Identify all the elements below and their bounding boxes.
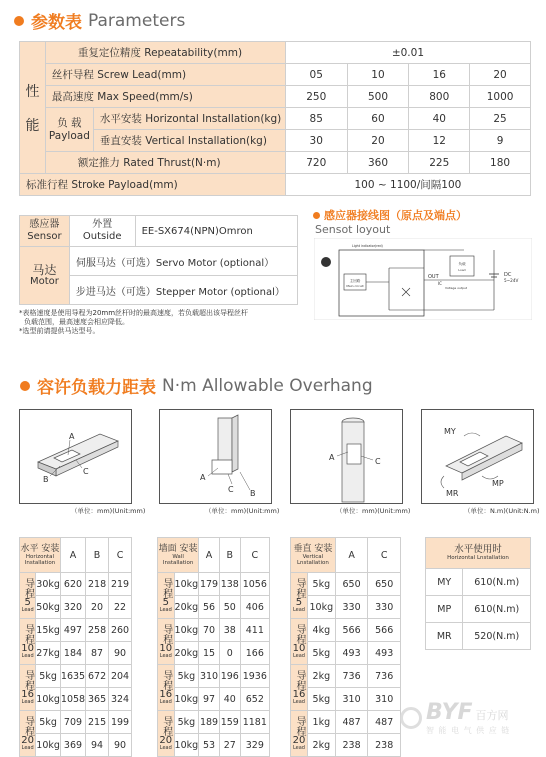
load-weight: 5kg: [174, 665, 199, 688]
load-weight: 5kg: [307, 573, 335, 596]
wall-actuator-drawing: [160, 410, 271, 503]
lead-value: 20: [292, 735, 306, 746]
lead-value: 5: [24, 597, 31, 608]
lead-label: 导程: [160, 670, 172, 690]
horizontal-actuator-drawing: [20, 410, 131, 503]
watermark-brand-cn: 百方网: [475, 709, 509, 722]
overhang-value: 406: [240, 596, 269, 619]
moment-value: 610(N.m): [463, 596, 531, 623]
lead-label-en: Lead: [292, 699, 305, 705]
table-row: [291, 688, 401, 711]
lead-value: 16: [21, 689, 34, 700]
table-row: [20, 642, 132, 665]
unit-label: （单位：mm)(Unit:mm): [336, 507, 411, 515]
lead-label: 导程: [22, 670, 34, 690]
overhang-value: 330: [368, 596, 401, 619]
overhang-title-en: N·m Allowable Overhang: [162, 375, 373, 396]
overhang-value: 94: [86, 734, 109, 757]
overhang-value: 709: [60, 711, 85, 734]
overhang-value: 329: [240, 734, 269, 757]
rated-thrust-label: 额定推力 Rated Thrust(N·m): [45, 152, 285, 174]
overhang-value: 53: [199, 734, 220, 757]
screw-lead-value: 20: [470, 64, 531, 86]
lead-label-en: Lead: [292, 745, 305, 751]
label-c: C: [83, 467, 89, 476]
rated-thrust-value: 180: [470, 152, 531, 174]
overhang-value: 50: [219, 596, 240, 619]
overhang-value: 204: [109, 665, 132, 688]
unit-label: （单位：mm)(Unit:mm): [205, 507, 280, 515]
overhang-value: 184: [60, 642, 85, 665]
sensor-label: 感应器 Sensor: [20, 216, 70, 247]
overhang-value: 736: [335, 665, 368, 688]
overhang-value: 497: [60, 619, 85, 642]
overhang-value: 566: [335, 619, 368, 642]
lead-label: 导程: [22, 716, 34, 736]
table-row: [291, 642, 401, 665]
overhang-value: 70: [199, 619, 220, 642]
lead-label: 导程: [293, 670, 305, 690]
column-header: B: [219, 538, 240, 573]
horizontal-payload-value: 25: [470, 108, 531, 130]
overhang-title-cn: 容许负载力距表: [37, 378, 156, 398]
overhang-value: 487: [335, 711, 368, 734]
lead-label: 导程: [160, 578, 172, 598]
load-weight: 30kg: [36, 573, 61, 596]
overhang-value: 159: [219, 711, 240, 734]
vertical-payload-value: 30: [285, 130, 347, 152]
out-label: OUT: [428, 274, 439, 280]
table-row: [20, 711, 132, 734]
column-header: C: [240, 538, 269, 573]
table-row: [20, 665, 132, 688]
max-speed-value: 800: [409, 86, 470, 108]
table-row: [291, 596, 401, 619]
overhang-value: 566: [368, 619, 401, 642]
load-weight: 4kg: [307, 619, 335, 642]
lead-cell: [291, 573, 308, 619]
overhang-value: 0: [219, 642, 240, 665]
overhang-value: 38: [219, 619, 240, 642]
table-row: [291, 619, 401, 642]
moment-name: MR: [426, 623, 463, 650]
emitter-icon: [321, 257, 331, 267]
overhang-value: 189: [199, 711, 220, 734]
table-row: [20, 573, 132, 596]
load-weight: 5kg: [174, 711, 199, 734]
table-row: [158, 665, 270, 688]
table-row: [291, 573, 401, 596]
payload-label: 负 载 Payload: [45, 108, 93, 152]
unit-label: （单位：N.m)(Unit:N.m): [464, 507, 540, 515]
overhang-value: 20: [86, 596, 109, 619]
load-weight: 15kg: [36, 619, 61, 642]
lead-cell: [291, 665, 308, 711]
table-row: [20, 596, 132, 619]
overhang-value: 22: [109, 596, 132, 619]
lead-value: 16: [292, 689, 306, 700]
load-weight: 20kg: [174, 642, 199, 665]
table-row: [20, 688, 132, 711]
load-weight: 5kg: [307, 688, 335, 711]
load-weight: 10kg: [36, 688, 61, 711]
sensor-model: EE-SX674(NPN)Omron: [135, 216, 297, 247]
wiring-title-en: Sensot loyout: [315, 223, 391, 236]
vertical-overhang-table: [290, 537, 401, 757]
lead-label-en: Lead: [159, 607, 172, 613]
screw-lead-value: 16: [409, 64, 470, 86]
params-title-en: Parameters: [88, 10, 186, 31]
lead-label-en: Lead: [159, 653, 172, 659]
overhang-value: 1181: [240, 711, 269, 734]
column-header: C: [109, 538, 132, 573]
overhang-value: 650: [368, 573, 401, 596]
table-header: 墙面 安装 Wall Installation: [158, 538, 199, 573]
table-row: [158, 688, 270, 711]
lead-value: 20: [21, 735, 34, 746]
screw-lead-label: 丝杆导程 Screw Lead(mm): [45, 64, 285, 86]
overhang-value: 320: [60, 596, 85, 619]
table-row: [20, 734, 132, 757]
unit-label: （单位：mm)(Unit:mm): [71, 507, 146, 515]
label-a: A: [69, 432, 75, 441]
load-weight: 5kg: [307, 642, 335, 665]
notes: [19, 309, 304, 336]
lead-value: 10: [292, 643, 306, 654]
table-row: [291, 665, 401, 688]
main-circuit-en: Main circuit: [346, 284, 364, 288]
lead-cell: [158, 573, 175, 619]
moment-figure: [421, 409, 534, 504]
overhang-value: 166: [240, 642, 269, 665]
rated-thrust-value: 360: [347, 152, 409, 174]
note-line: *表格速度是使用导程为20mm丝杆时的最高速度，若负载超出该导程丝杆: [19, 309, 249, 317]
table-row: [158, 734, 270, 757]
horizontal-payload-value: 60: [347, 108, 409, 130]
servo-motor-option: 伺服马达（可选）Servo Motor (optional）: [69, 247, 297, 276]
motor-label: 马达 Motor: [20, 247, 70, 305]
lead-value: 20: [159, 735, 173, 746]
repeatability-label: 重复定位精度 Repeatability(mm): [45, 42, 285, 64]
overhang-value: 369: [60, 734, 85, 757]
dc-label: DC: [504, 272, 512, 278]
horizontal-use-table: [425, 537, 531, 650]
overhang-value: 260: [109, 619, 132, 642]
indicator-label: Light indicator(red): [352, 244, 383, 248]
bullet-dot-icon: [14, 16, 24, 26]
lead-cell: [158, 665, 175, 711]
watermark-brand: BYF: [426, 700, 473, 725]
wall-overhang-table: [157, 537, 270, 757]
overhang-value: 652: [240, 688, 269, 711]
load-weight: 5kg: [36, 711, 61, 734]
overhang-value: 90: [109, 734, 132, 757]
lead-cell: [20, 665, 36, 711]
overhang-value: 138: [219, 573, 240, 596]
lead-label-en: Lead: [159, 745, 172, 751]
bullet-dot-icon: [313, 212, 320, 219]
moment-name: MP: [426, 596, 463, 623]
overhang-value: 238: [335, 734, 368, 757]
moment-actuator-drawing: [422, 410, 533, 503]
main-circuit-label: 主回路: [349, 279, 361, 283]
overhang-value: 27: [219, 734, 240, 757]
overhang-value: 238: [368, 734, 401, 757]
overhang-value: 620: [60, 573, 85, 596]
wiring-diagram: [314, 238, 532, 320]
max-speed-value: 500: [347, 86, 409, 108]
lead-label-en: Lead: [21, 745, 34, 751]
label-a: A: [329, 453, 335, 462]
performance-side-label: 性 能: [20, 42, 46, 174]
rated-thrust-value: 720: [285, 152, 347, 174]
label-b: B: [43, 475, 49, 484]
vertical-payload-value: 20: [347, 130, 409, 152]
overhang-value: 196: [219, 665, 240, 688]
overhang-value: 487: [368, 711, 401, 734]
label-a: A: [200, 473, 206, 482]
label-mp: MP: [492, 479, 504, 488]
overhang-value: 215: [86, 711, 109, 734]
column-header: A: [60, 538, 85, 573]
overhang-value: 56: [199, 596, 220, 619]
overhang-value: 179: [199, 573, 220, 596]
lead-label-en: Lead: [292, 607, 305, 613]
max-speed-label: 最高速度 Max Speed(mm/s): [45, 86, 285, 108]
table-row: [20, 619, 132, 642]
table-row: [291, 734, 401, 757]
overhang-value: 672: [86, 665, 109, 688]
lead-label-en: Lead: [292, 653, 305, 659]
outside-label: 外置 Outside: [69, 216, 135, 247]
load-weight: 2kg: [307, 734, 335, 757]
stroke-label: 标准行程 Stroke Payload(mm): [20, 174, 286, 196]
overhang-value: 411: [240, 619, 269, 642]
overhang-value: 15: [199, 642, 220, 665]
lead-label-en: Lead: [21, 653, 34, 659]
lead-cell: [20, 573, 36, 619]
lead-cell: [291, 619, 308, 665]
overhang-value: 493: [335, 642, 368, 665]
label-c: C: [375, 457, 381, 466]
vertical-payload-value: 9: [470, 130, 531, 152]
horizontal-overhang-table: [19, 537, 132, 757]
screw-lead-value: 10: [347, 64, 409, 86]
overhang-value: 493: [368, 642, 401, 665]
vertical-install-label: 垂直安装 Vertical Installation(kg): [93, 130, 285, 152]
label-b: B: [250, 489, 256, 498]
lead-label: 导程: [22, 578, 34, 598]
overhang-heading: [20, 373, 373, 398]
horizontal-payload-value: 85: [285, 108, 347, 130]
moment-name: MY: [426, 569, 463, 596]
overhang-value: 324: [109, 688, 132, 711]
horizontal-install-label: 水平安装 Horizontal Installation(kg): [93, 108, 285, 130]
lead-label: 导程: [160, 716, 172, 736]
load-weight: 10kg: [307, 596, 335, 619]
overhang-value: 330: [335, 596, 368, 619]
moment-value: 610(N.m): [463, 569, 531, 596]
table-row: [158, 573, 270, 596]
voltage-label: Voltage output: [445, 286, 468, 290]
lead-value: 16: [159, 689, 173, 700]
lead-cell: [20, 619, 36, 665]
load-weight: 50kg: [36, 596, 61, 619]
lead-cell: [20, 711, 36, 757]
table-row: [158, 642, 270, 665]
lead-label: 导程: [293, 578, 305, 598]
note-line: 负载范围，最高速度会相应降低。: [24, 318, 129, 326]
overhang-value: 310: [335, 688, 368, 711]
load-weight: 20kg: [174, 596, 199, 619]
bullet-dot-icon: [20, 381, 30, 391]
lead-cell: [158, 711, 175, 757]
watermark-slogan: 智 能 电 气 供 应 链: [426, 726, 511, 735]
horizontal-payload-value: 40: [409, 108, 470, 130]
screw-lead-value: 05: [285, 64, 347, 86]
overhang-value: 1635: [60, 665, 85, 688]
lead-label-en: Lead: [159, 699, 172, 705]
vertical-install-figure: [290, 409, 403, 504]
column-header: A: [199, 538, 220, 573]
lead-value: 10: [159, 643, 173, 654]
lead-value: 10: [21, 643, 34, 654]
column-header: A: [335, 538, 368, 573]
column-header: C: [368, 538, 401, 573]
load-weight: 10kg: [174, 734, 199, 757]
table-header: 水平使用时 Horizontal Lnstallation: [426, 538, 531, 569]
lead-value: 5: [295, 597, 303, 608]
table-header: 水平 安装 Horizontal Installation: [20, 538, 61, 573]
wiring-title-cn: 感应器接线图（原点及端点）: [324, 209, 467, 222]
load-weight: 10kg: [174, 688, 199, 711]
table-row: [291, 711, 401, 734]
table-row: [158, 596, 270, 619]
lead-label: 导程: [293, 624, 305, 644]
sensor-motor-table: [19, 215, 298, 305]
lead-label-en: Lead: [21, 607, 34, 613]
parameters-table: [19, 41, 531, 196]
vertical-actuator-drawing: [291, 410, 402, 503]
load-weight: 5kg: [36, 665, 61, 688]
overhang-value: 365: [86, 688, 109, 711]
lead-label: 导程: [293, 716, 305, 736]
column-header: B: [86, 538, 109, 573]
load-label-en: Load: [458, 268, 466, 272]
table-row: [158, 711, 270, 734]
load-label: 负载: [458, 262, 466, 266]
load-weight: 1kg: [307, 711, 335, 734]
rated-thrust-value: 225: [409, 152, 470, 174]
lead-label: 导程: [22, 624, 34, 644]
horizontal-install-figure: [19, 409, 132, 504]
lead-cell: [158, 619, 175, 665]
load-weight: 27kg: [36, 642, 61, 665]
overhang-value: 199: [109, 711, 132, 734]
overhang-value: 219: [109, 573, 132, 596]
label-my: MY: [444, 427, 456, 436]
wall-install-figure: [159, 409, 272, 504]
overhang-value: 310: [199, 665, 220, 688]
ic-label: IC: [438, 281, 442, 286]
note-line: *选型前请提供马达型号。: [19, 327, 100, 335]
overhang-value: 90: [109, 642, 132, 665]
max-speed-value: 250: [285, 86, 347, 108]
overhang-value: 736: [368, 665, 401, 688]
stroke-value: 100 ~ 1100/间隔100: [285, 174, 530, 196]
lead-value: 5: [162, 597, 169, 608]
max-speed-value: 1000: [470, 86, 531, 108]
table-row: [158, 619, 270, 642]
overhang-value: 40: [219, 688, 240, 711]
vertical-payload-value: 12: [409, 130, 470, 152]
overhang-value: 310: [368, 688, 401, 711]
lead-label: 导程: [160, 624, 172, 644]
overhang-value: 97: [199, 688, 220, 711]
overhang-value: 1936: [240, 665, 269, 688]
watermark-logo: [400, 700, 510, 736]
watermark-ring-icon: [400, 707, 422, 729]
stepper-motor-option: 步进马达（可选）Stepper Motor (optional）: [69, 276, 297, 305]
params-heading: [14, 8, 185, 33]
load-weight: 2kg: [307, 665, 335, 688]
label-mr: MR: [446, 489, 459, 498]
overhang-value: 1058: [60, 688, 85, 711]
overhang-value: 258: [86, 619, 109, 642]
moment-value: 520(N.m): [463, 623, 531, 650]
wiring-heading: [313, 207, 467, 236]
table-header: 垂直 安装 Vertical Lnstallation: [291, 538, 336, 573]
params-title-cn: 参数表: [31, 13, 82, 33]
overhang-value: 650: [335, 573, 368, 596]
repeatability-value: ±0.01: [285, 42, 530, 64]
label-c: C: [228, 485, 234, 494]
overhang-value: 218: [86, 573, 109, 596]
load-weight: 10kg: [174, 619, 199, 642]
load-weight: 10kg: [36, 734, 61, 757]
load-weight: 10kg: [174, 573, 199, 596]
lead-label-en: Lead: [21, 699, 34, 705]
overhang-value: 87: [86, 642, 109, 665]
dc-range: 5~24V: [504, 278, 519, 283]
overhang-value: 1056: [240, 573, 269, 596]
lead-cell: [291, 711, 308, 757]
